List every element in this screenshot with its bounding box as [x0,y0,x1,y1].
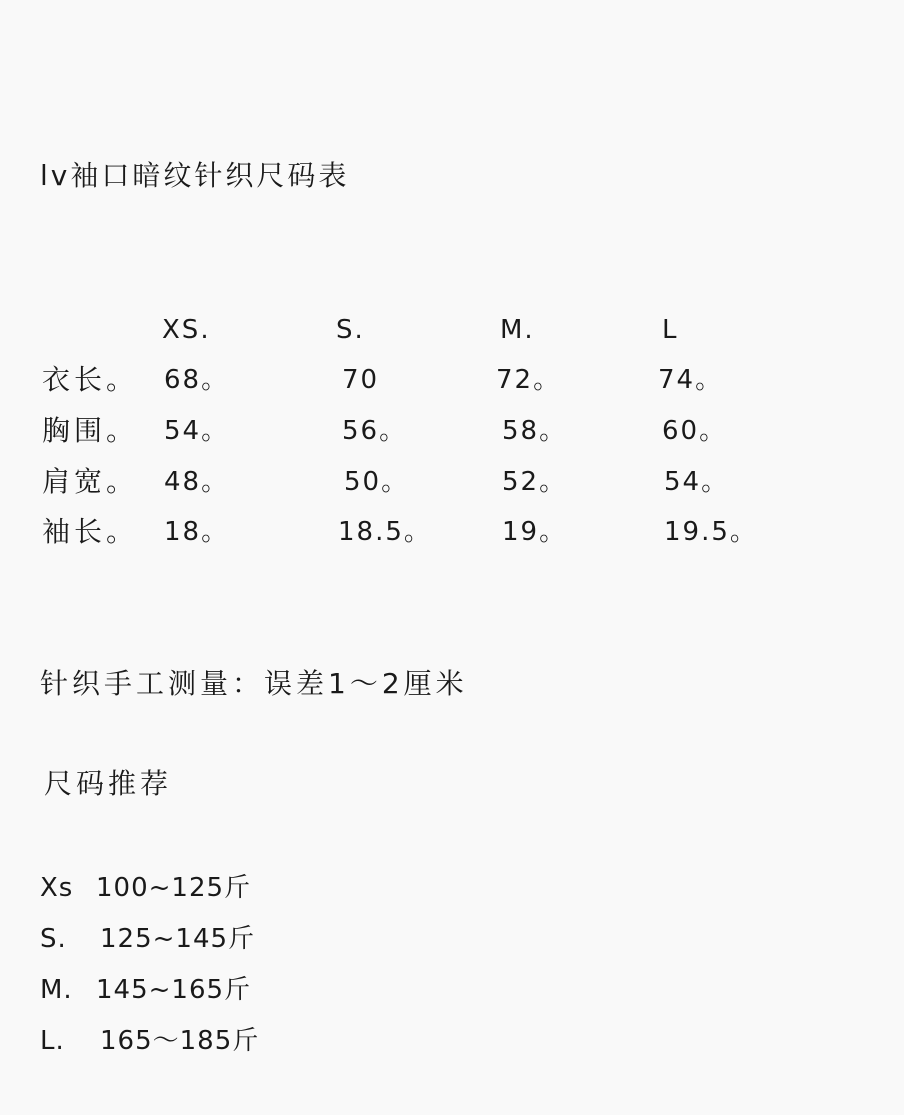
list-item [40,1023,259,1059]
header-m: M. [500,315,535,345]
table-cell: 19.5。 [664,517,758,547]
recommend-size: L. [40,1026,65,1056]
table-cell: 18。 [164,517,230,547]
table-cell: 48。 [164,467,230,497]
table-cell: 18.5。 [338,517,432,547]
header-s: S. [336,315,365,345]
page-title: lv袖口暗纹针织尺码表 [40,159,350,192]
recommend-range: 125~145斤 [100,924,256,954]
recommend-range: 165～185斤 [100,1026,260,1056]
row-label-chest: 胸围。 [42,414,139,447]
table-cell: 68。 [164,365,230,395]
table-cell: 50。 [344,467,410,497]
list-item [40,972,251,1008]
row-label-shoulder: 肩宽。 [42,465,139,498]
row-label-length: 衣长。 [42,363,139,396]
header-xs: XS. [162,315,211,345]
table-cell: 58。 [502,416,568,446]
measurement-note: 针织手工测量：误差1～2厘米 [40,667,468,700]
table-cell: 54。 [164,416,230,446]
table-cell: 74。 [658,365,724,395]
table-cell: 72。 [496,365,562,395]
header-l: L [662,315,679,345]
table-cell: 56。 [342,416,408,446]
recommend-size: M. [40,975,73,1005]
table-cell: 54。 [664,467,730,497]
table-cell: 70 [342,365,380,395]
table-cell: 19。 [502,517,568,547]
list-item [40,870,251,906]
row-label-sleeve: 袖长。 [42,515,139,548]
recommend-range: 100~125斤 [96,873,252,903]
table-cell: 60。 [662,416,728,446]
list-item [40,921,255,957]
recommendation-title: 尺码推荐 [44,767,173,800]
table-cell: 52。 [502,467,568,497]
recommend-size: S. [40,924,67,954]
recommend-range: 145~165斤 [96,975,252,1005]
recommend-size: Xs [40,873,74,903]
